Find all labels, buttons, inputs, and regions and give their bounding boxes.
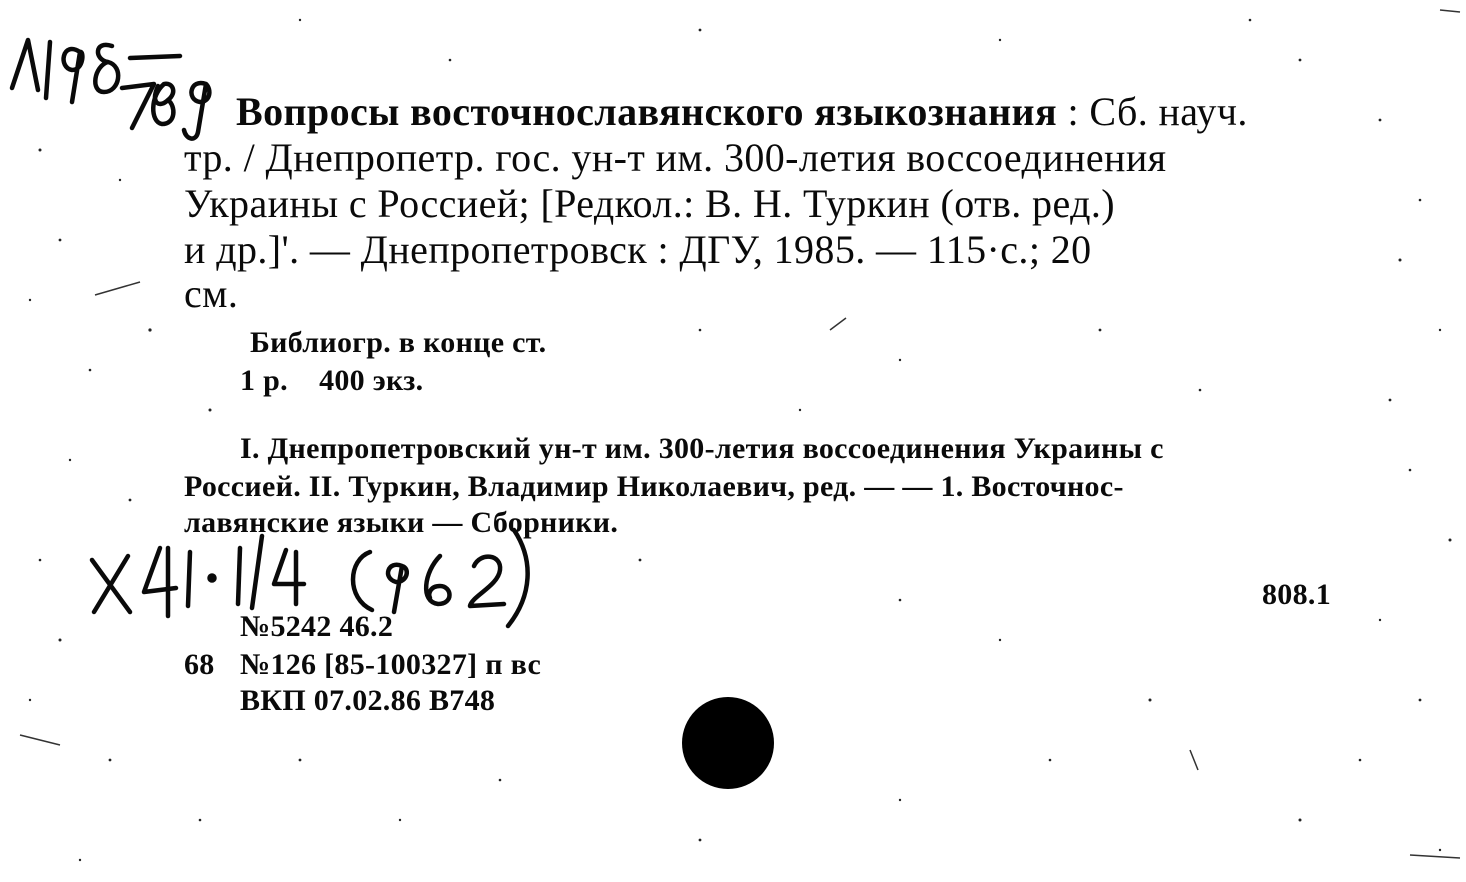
bibliography-note: Библиогр. в конце ст.: [250, 326, 547, 359]
book-title: Вопросы восточнославянского языкознания: [236, 89, 1058, 134]
card-punch-hole: [682, 697, 774, 789]
tracing-line-2: Россией. II. Туркин, Владимир Николаевич, ред. — — 1. Восточнос-: [184, 470, 1124, 503]
tracing-line-3: лавянские языки — Сборники.: [184, 506, 619, 539]
code-line-3: ВКП 07.02.86 В748: [240, 684, 496, 717]
entry-line-3: Украины с Россией; [Редкол.: В. Н. Туркин (отв. ред.): [184, 181, 1115, 226]
entry-line-5: см.: [184, 271, 239, 316]
code-line-1: №5242 46.2: [240, 610, 394, 643]
code-line-2: №126 [85-100327] п вс: [240, 648, 542, 681]
classification-number: 808.1: [1262, 578, 1331, 611]
entry-line-1: [236, 88, 1248, 135]
book-title-rest: : Сб. науч.: [1057, 89, 1248, 134]
entry-line-4: и др.]'. — Днепропетровск : ДГУ, 1985. — 115·с.; 20: [184, 227, 1092, 272]
price-copies-note: 1 р. 400 экз.: [240, 364, 424, 397]
entry-line-2: тр. / Днепропетр. гос. ун-т им. 300-летия воссоединения: [184, 135, 1167, 180]
code-line-2-prefix: 68: [184, 648, 215, 681]
tracing-line-1: I. Днепропетровский ун-т им. 300-летия воссоединения Украины с: [240, 432, 1164, 465]
